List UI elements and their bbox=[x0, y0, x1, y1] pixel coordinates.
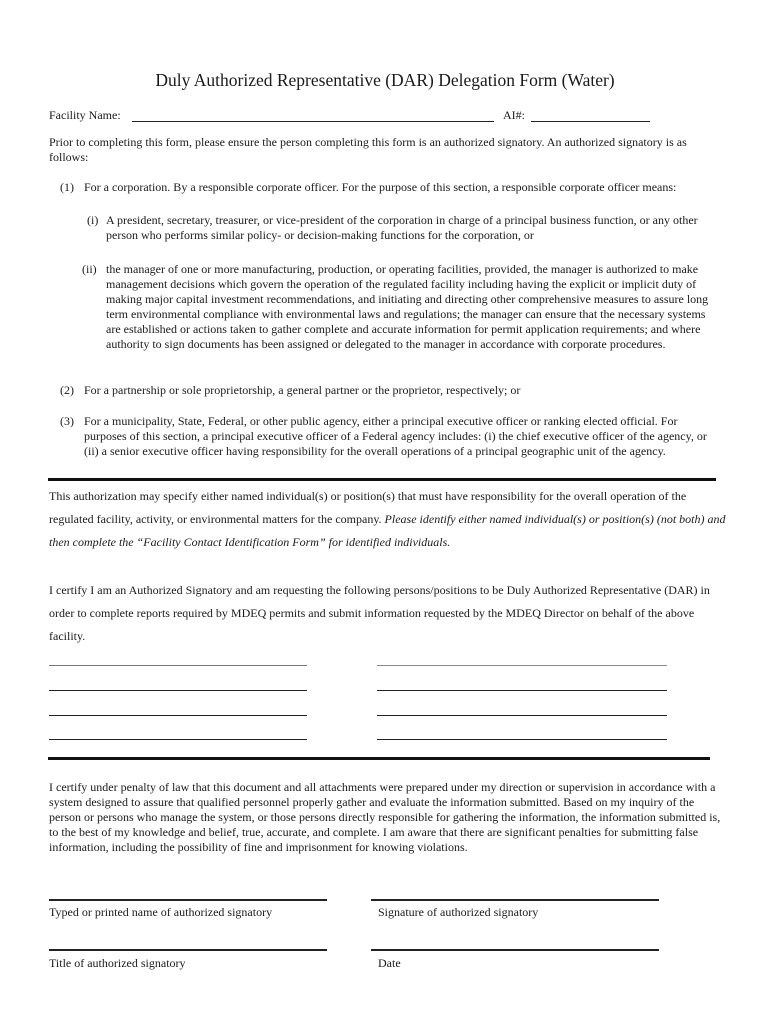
title-field[interactable] bbox=[49, 949, 327, 951]
date-label: Date bbox=[378, 956, 401, 970]
dar-entry-line[interactable] bbox=[49, 739, 307, 740]
date-field[interactable] bbox=[371, 949, 659, 951]
title-label: Title of authorized signatory bbox=[49, 956, 186, 970]
item-1-number: (1) bbox=[60, 180, 74, 194]
page-title: Duly Authorized Representative (DAR) Delegation Form (Water) bbox=[155, 70, 615, 90]
dar-entry-line[interactable] bbox=[49, 665, 307, 666]
section-divider bbox=[48, 478, 716, 481]
subitem-i-text: A president, secretary, treasurer, or vice-president of the corporation in charge of a principal business function, or any other person who performs similar policy- or decision-making functions for the corporation, or bbox=[106, 213, 698, 242]
dar-entry-line[interactable] bbox=[49, 715, 307, 716]
dar-entry-line[interactable] bbox=[49, 690, 307, 691]
subitem-ii-text: the manager of one or more manufacturing, production, or operating facilities, provided, the manager is authorized to make management decisions which govern the operation of the regulated facility including having the explicit or implicit duty of making major capital investment recommendations, and initiating and directing other comprehensive measures to assure long term environmental compliance with environmental laws and regulations; the manager can ensure that the necessary systems are established or actions taken to gather complete and accurate information for permit application requirements; and where authority to sign documents has been assigned or delegated to the manager in accordance with corporate procedures. bbox=[106, 262, 709, 351]
dar-entry-line[interactable] bbox=[377, 690, 667, 691]
dar-entry-line[interactable] bbox=[377, 715, 667, 716]
section-divider bbox=[48, 757, 710, 760]
dar-entry-line[interactable] bbox=[377, 665, 667, 666]
signature-field[interactable] bbox=[371, 899, 659, 901]
subitem-i-number: (i) bbox=[87, 213, 99, 227]
ai-number-label: AI#: bbox=[503, 108, 525, 122]
item-1-text: For a corporation. By a responsible corporate officer. For the purpose of this section, a responsible corporate officer means: bbox=[84, 180, 677, 194]
certify-penalty-text: I certify under penalty of law that this document and all attachments were prepared under my direction or supervision in accordance with a system designed to assure that qualified personnel properly gather and evaluate the information submitted. Based on my inquiry of the person or persons who manage the system, or those persons directly responsible for gathering the information, the information submitted is, to the best of my knowledge and belief, true, accurate, and complete. I am aware that there are significant penalties for submitting false information, including the possibility of fine and imprisonment for knowing violations. bbox=[49, 780, 721, 854]
authorization-statement: This authorization may specify either named individual(s) or position(s) that must have responsibility for the overall operation of the regulated facility, activity, or environmental matters for the company. bbox=[49, 489, 687, 526]
dar-entry-line[interactable] bbox=[377, 739, 667, 740]
item-3-number: (3) bbox=[60, 414, 74, 428]
ai-number-field[interactable] bbox=[531, 121, 650, 122]
item-2-number: (2) bbox=[60, 383, 74, 397]
certify-request-text: I certify I am an Authorized Signatory and am requesting the following persons/positions to be Duly Authorized Representative (DAR) in order to complete reports required by MDEQ permits and submit information requested by the MDEQ Director on behalf of the above facility. bbox=[49, 583, 710, 643]
item-3-text: For a municipality, State, Federal, or other public agency, either a principal executive officer or ranking elected official. For purposes of this section, a principal executive officer of a Federal agency includes: (i) the chief executive officer of the agency, or (ii) a senior executive officer having responsibility for the overall operations of a principal geographic unit of the agency. bbox=[84, 414, 707, 458]
intro-text: Prior to completing this form, please ensure the person completing this form is an authorized signatory. An authorized signatory is as follows: bbox=[49, 135, 687, 164]
signature-label: Signature of authorized signatory bbox=[378, 905, 539, 919]
subitem-ii-number: (ii) bbox=[82, 262, 97, 276]
authorization-instruction: Please identify either named individual(s) or position(s) (not both) and then complete the “Facility Contact Identification Form” for identified individuals. bbox=[49, 512, 726, 549]
facility-name-field[interactable] bbox=[132, 121, 494, 122]
typed-name-field[interactable] bbox=[49, 899, 327, 901]
authorization-text bbox=[49, 485, 729, 554]
item-2-text: For a partnership or sole proprietorship, a general partner or the proprietor, respectively; or bbox=[84, 383, 521, 397]
facility-name-label: Facility Name: bbox=[49, 108, 121, 122]
typed-name-label: Typed or printed name of authorized signatory bbox=[49, 905, 273, 919]
